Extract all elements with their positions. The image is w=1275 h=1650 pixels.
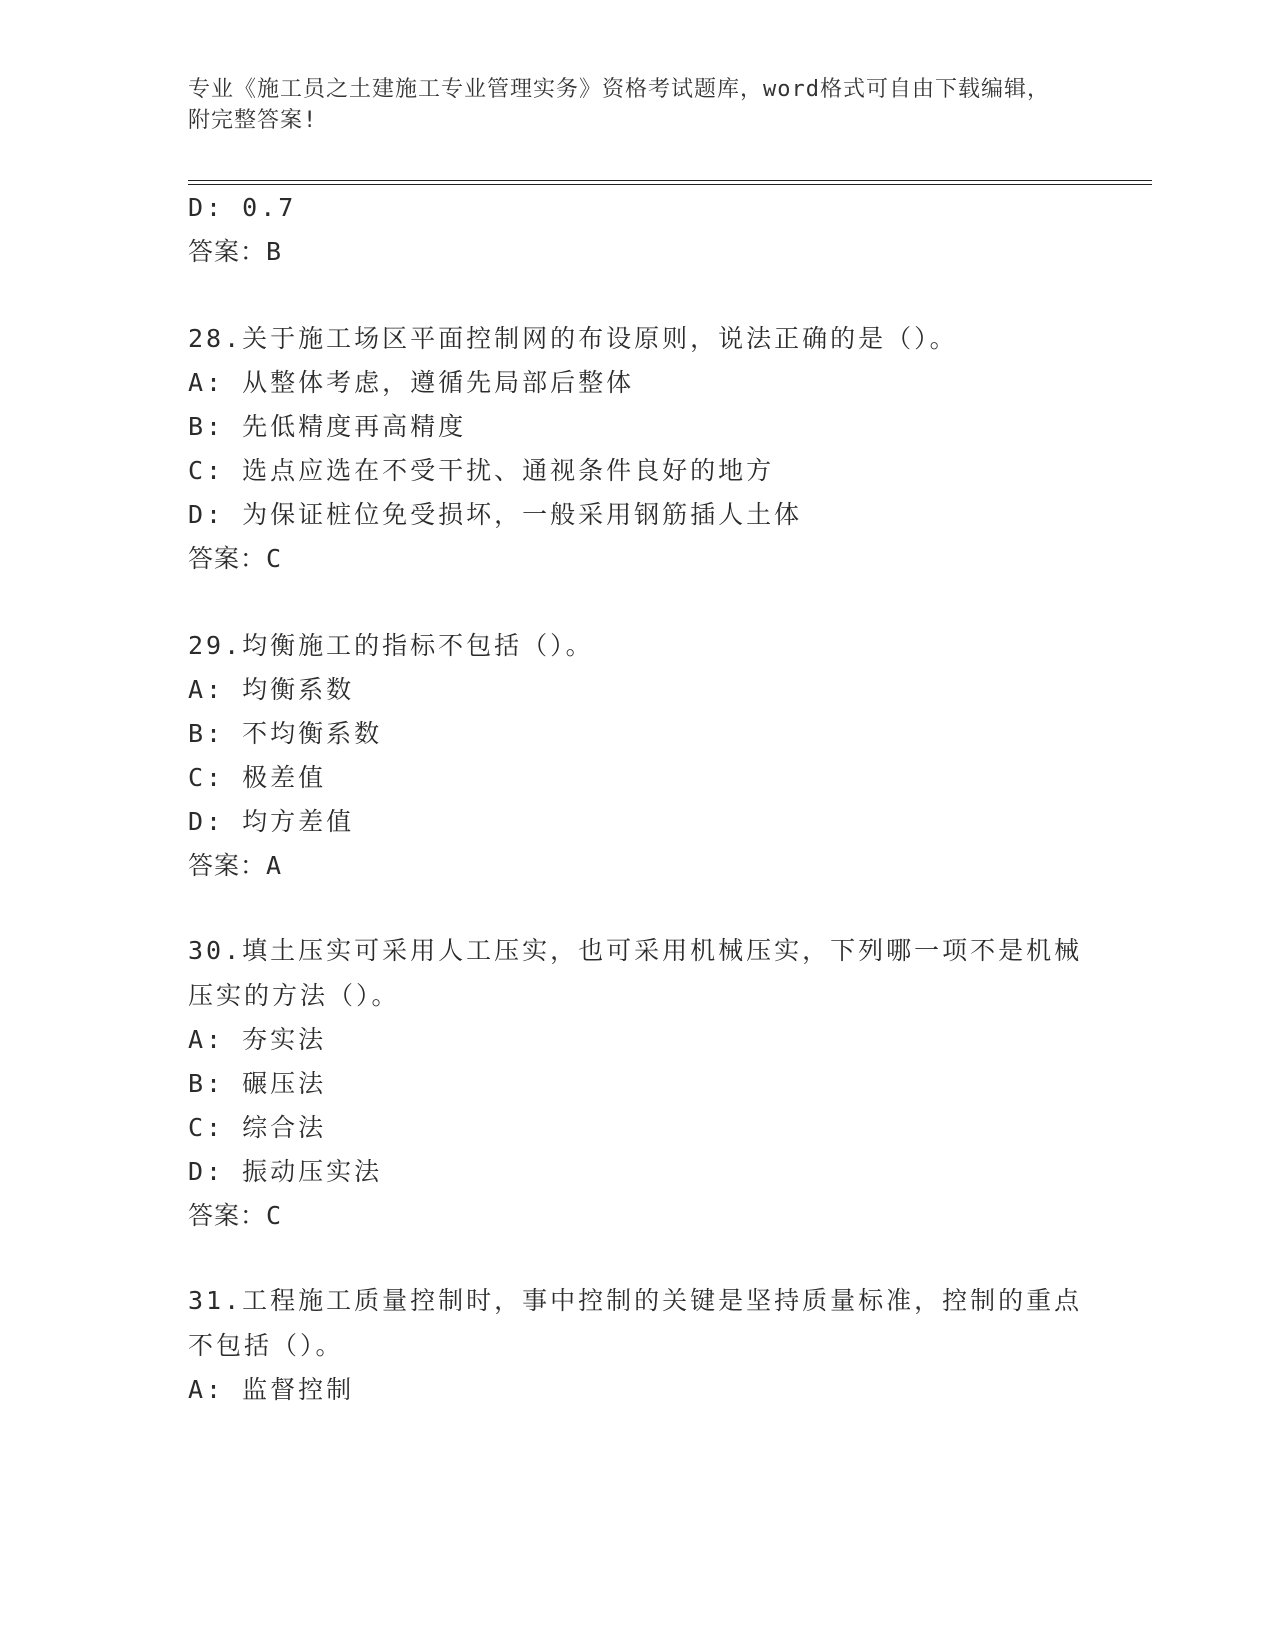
q28-option-a: A: 从整体考虑，遵循先局部后整体 bbox=[188, 368, 635, 397]
prev-option-d: D: 0.7 bbox=[188, 193, 297, 222]
q29-option-a: A: 均衡系数 bbox=[188, 675, 355, 704]
q29-option-b: B: 不均衡系数 bbox=[188, 719, 383, 748]
q28-stem: 28.关于施工场区平面控制网的布设原则，说法正确的是（）。 bbox=[188, 324, 958, 353]
q28-option-b: B: 先低精度再高精度 bbox=[188, 412, 467, 441]
q28-option-c: C: 选点应选在不受干扰、通视条件良好的地方 bbox=[188, 456, 775, 485]
q30-option-a: A: 夯实法 bbox=[188, 1025, 327, 1054]
q30-option-d: D: 振动压实法 bbox=[188, 1157, 383, 1186]
q30-option-b: B: 碾压法 bbox=[188, 1069, 327, 1098]
document-header: 专业《施工员之土建施工专业管理实务》资格考试题库，word格式可自由下载编辑，附完整答案! bbox=[188, 77, 1050, 133]
q30-stem: 30.填土压实可采用人工压实，也可采用机械压实，下列哪一项不是机械压实的方法（）。 bbox=[188, 936, 1083, 1010]
q29-answer: 答案：A bbox=[188, 851, 283, 880]
q29-stem: 29.均衡施工的指标不包括（）。 bbox=[188, 631, 594, 660]
header-divider-top bbox=[188, 180, 1152, 181]
q28-answer: 答案：C bbox=[188, 544, 283, 573]
q29-option-c: C: 极差值 bbox=[188, 763, 327, 792]
header-divider-bottom bbox=[188, 184, 1152, 185]
prev-answer: 答案：B bbox=[188, 237, 283, 266]
q30-answer: 答案：C bbox=[188, 1201, 283, 1230]
q30-option-c: C: 综合法 bbox=[188, 1113, 327, 1142]
q31-stem: 31.工程施工质量控制时，事中控制的关键是坚持质量标准，控制的重点不包括（）。 bbox=[188, 1286, 1083, 1360]
q29-option-d: D: 均方差值 bbox=[188, 807, 355, 836]
q31-option-a: A: 监督控制 bbox=[188, 1375, 355, 1404]
q28-option-d: D: 为保证桩位免受损坏，一般采用钢筋插人土体 bbox=[188, 500, 803, 529]
